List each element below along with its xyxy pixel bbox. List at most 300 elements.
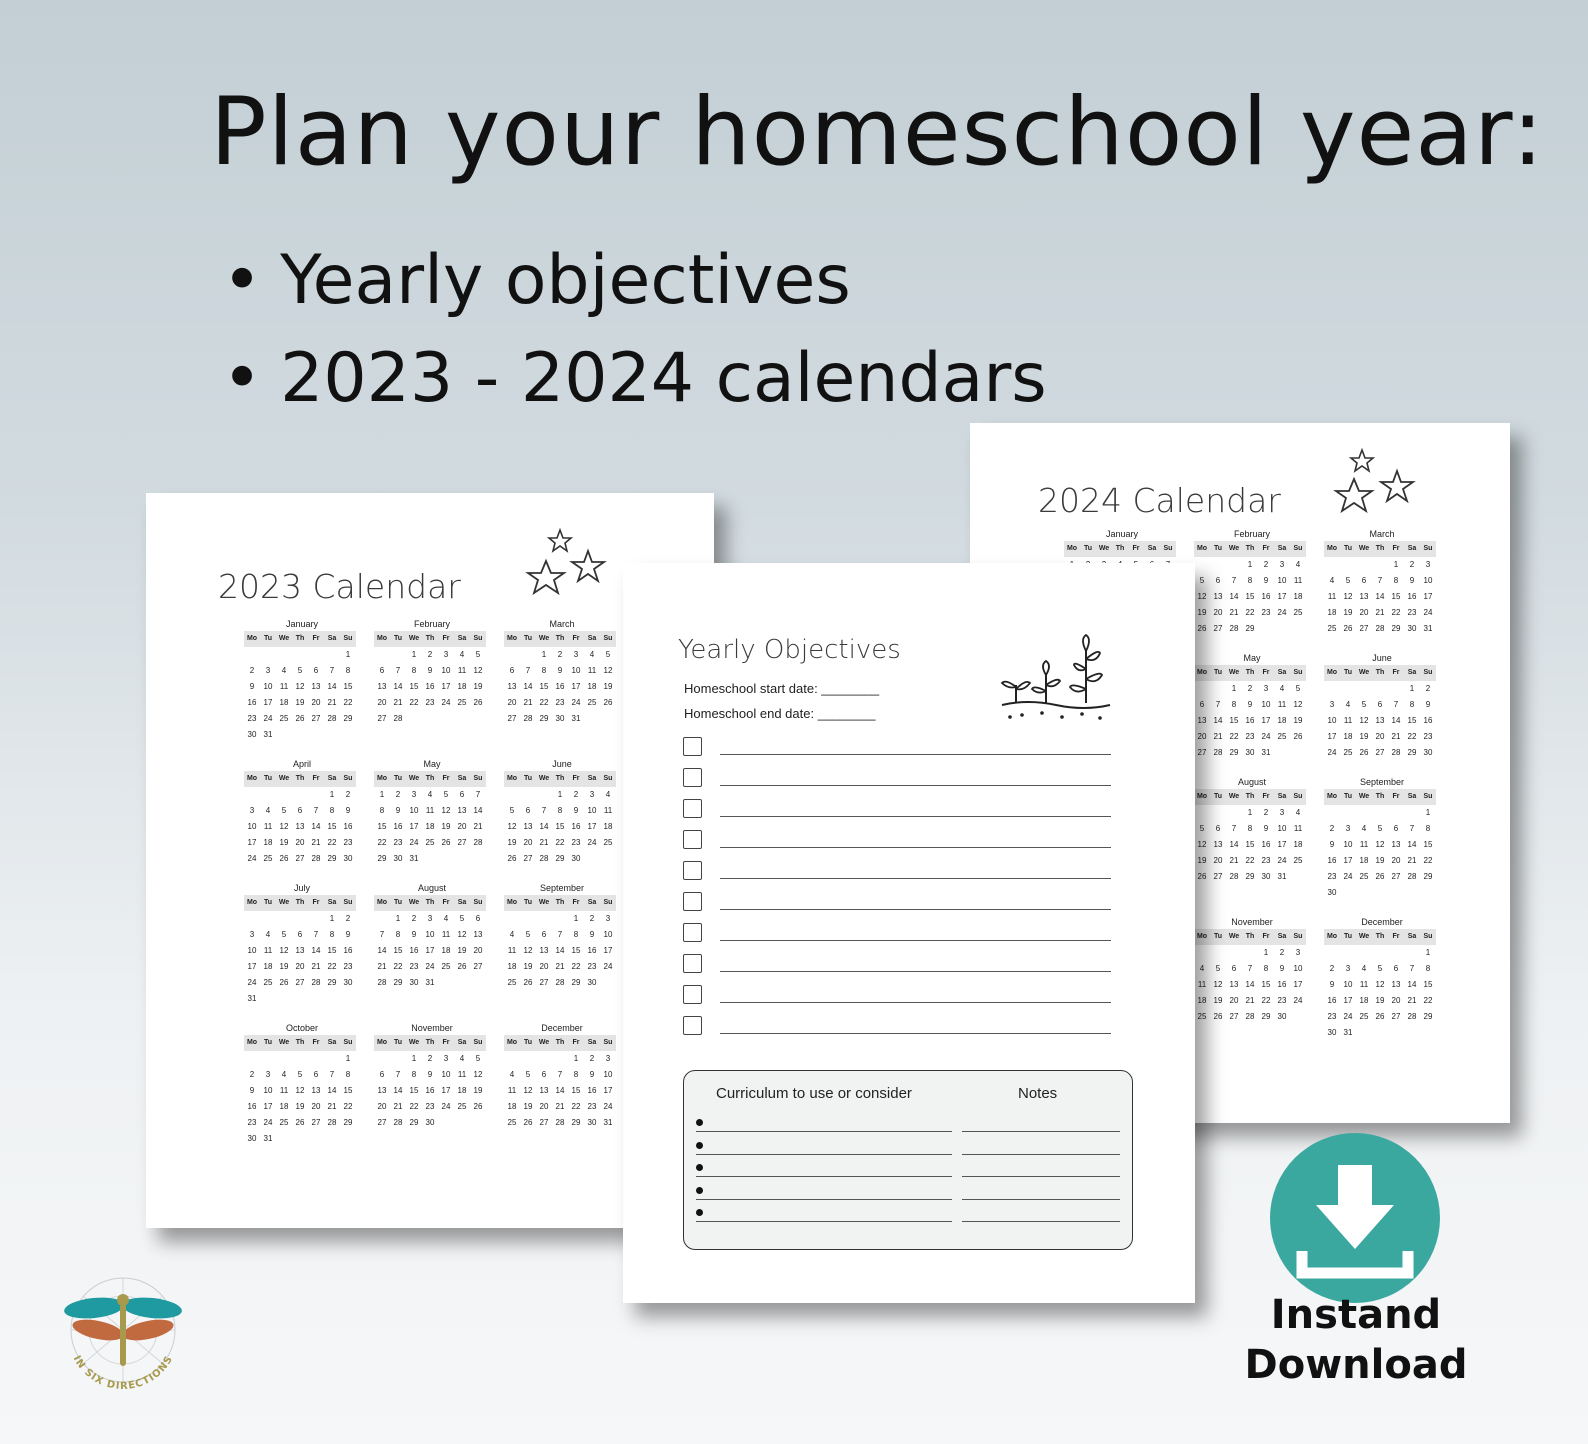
day-cell: 18 (1343, 732, 1353, 741)
day-cell: 19 (1359, 732, 1369, 741)
empty-cell (1194, 557, 1210, 573)
empty-cell (1324, 557, 1340, 573)
day-cell: 31 (409, 854, 419, 863)
day-cell: 19 (441, 822, 451, 831)
weekday-header: Mo (374, 771, 390, 787)
weekday-header: Th (1242, 541, 1258, 557)
weekday-header: Su (600, 631, 616, 647)
day-cell: 15 (327, 946, 337, 955)
day-cell: 5 (525, 1070, 531, 1079)
day-cell: 16 (555, 682, 565, 691)
empty-cell (1210, 557, 1226, 573)
day-cell: 24 (1343, 1012, 1353, 1021)
month-name: August (1237, 777, 1267, 787)
empty-cell (260, 647, 276, 663)
day-cell: 18 (587, 682, 597, 691)
day-cell: 20 (311, 1102, 321, 1111)
day-cell: 24 (441, 698, 451, 707)
day-cell: 16 (1277, 980, 1287, 989)
day-cell: 3 (605, 914, 611, 923)
day-cell: 15 (1391, 592, 1401, 601)
day-cell: 6 (1393, 964, 1399, 973)
day-cell: 21 (473, 822, 483, 831)
day-cell: 3 (1295, 948, 1301, 957)
day-cell: 30 (409, 978, 419, 987)
empty-cell (324, 647, 340, 663)
day-cell: 21 (555, 962, 565, 971)
day-cell: 9 (557, 666, 563, 675)
day-cell: 23 (425, 698, 435, 707)
day-cell: 5 (297, 666, 303, 675)
day-cell: 27 (523, 854, 533, 863)
day-cell: 4 (1361, 824, 1367, 833)
empty-cell (552, 911, 568, 927)
calendar-2023-months (244, 617, 620, 1147)
day-cell: 10 (603, 1070, 613, 1079)
day-cell: 3 (249, 930, 255, 939)
empty-cell (276, 647, 292, 663)
day-cell: 1 (379, 790, 385, 799)
day-cell: 2 (589, 1054, 595, 1063)
empty-cell (1226, 557, 1242, 573)
day-cell: 17 (1261, 716, 1271, 725)
day-cell: 17 (1277, 840, 1287, 849)
day-cell: 25 (1197, 1012, 1207, 1021)
day-cell: 21 (1213, 732, 1223, 741)
day-cell: 15 (1423, 840, 1433, 849)
day-cell: 8 (345, 666, 351, 675)
day-cell: 27 (473, 962, 483, 971)
day-cell: 29 (539, 714, 549, 723)
bullet-dot (696, 1119, 703, 1126)
day-cell: 28 (1407, 1012, 1417, 1021)
empty-cell (276, 787, 292, 803)
day-cell: 27 (1229, 1012, 1239, 1021)
weekday-header: Th (292, 895, 308, 911)
empty-cell (260, 787, 276, 803)
weekday-header: Fr (568, 1035, 584, 1051)
day-cell: 19 (1213, 996, 1223, 1005)
empty-cell (1324, 945, 1340, 961)
day-cell: 17 (587, 822, 597, 831)
cal2024-month-march (1324, 527, 1440, 637)
day-cell: 10 (425, 930, 435, 939)
day-cell: 10 (1423, 576, 1433, 585)
day-cell: 25 (1343, 748, 1353, 757)
day-cell: 23 (1261, 856, 1271, 865)
weekday-header: Fr (1388, 789, 1404, 805)
objective-checkbox[interactable] (683, 861, 702, 880)
day-cell: 2 (1247, 684, 1253, 693)
day-cell: 15 (343, 682, 353, 691)
empty-cell (1194, 681, 1210, 697)
day-cell: 30 (1327, 1028, 1337, 1037)
day-grid (504, 631, 620, 727)
day-cell: 23 (587, 1102, 597, 1111)
weekday-header: Th (422, 895, 438, 911)
day-cell: 13 (1391, 840, 1401, 849)
weekday-header: We (1226, 929, 1242, 945)
month-name: August (417, 883, 447, 893)
day-cell: 8 (329, 806, 335, 815)
day-cell: 27 (1391, 1012, 1401, 1021)
day-cell: 11 (1359, 980, 1369, 989)
empty-cell (1388, 681, 1404, 697)
day-cell: 10 (1277, 824, 1287, 833)
day-cell: 4 (1279, 684, 1285, 693)
weekday-header: Tu (1210, 541, 1226, 557)
weekday-header: We (1226, 541, 1242, 557)
day-cell: 22 (327, 962, 337, 971)
day-cell: 9 (249, 1086, 255, 1095)
day-cell: 5 (525, 930, 531, 939)
day-cell: 8 (573, 1070, 579, 1079)
empty-cell (308, 787, 324, 803)
weekday-header: Sa (324, 771, 340, 787)
day-cell: 19 (473, 682, 483, 691)
day-cell: 4 (589, 650, 595, 659)
objective-line (720, 940, 1111, 941)
day-cell: 2 (427, 1054, 433, 1063)
day-cell: 10 (441, 666, 451, 675)
day-cell: 19 (457, 946, 467, 955)
day-cell: 30 (393, 854, 403, 863)
weekday-header: Sa (584, 631, 600, 647)
day-cell: 18 (603, 822, 613, 831)
empty-cell (1194, 805, 1210, 821)
day-cell: 14 (393, 1086, 403, 1095)
weekday-header: Tu (390, 631, 406, 647)
objective-line (720, 847, 1111, 848)
weekday-header: Sa (1274, 789, 1290, 805)
objective-row (683, 985, 1111, 1016)
day-cell: 11 (1327, 592, 1337, 601)
download-icon (1270, 1133, 1440, 1303)
day-cell: 28 (1407, 872, 1417, 881)
objective-line (720, 1033, 1111, 1034)
empty-cell (1226, 945, 1242, 961)
day-cell: 21 (393, 698, 403, 707)
day-cell: 24 (571, 698, 581, 707)
day-cell: 6 (297, 806, 303, 815)
empty-cell (244, 787, 260, 803)
day-cell: 16 (1327, 996, 1337, 1005)
day-cell: 30 (425, 1118, 435, 1127)
objective-checkbox[interactable] (683, 737, 702, 756)
objective-checkbox[interactable] (683, 799, 702, 818)
day-cell: 29 (409, 1118, 419, 1127)
day-cell: 12 (473, 666, 483, 675)
day-cell: 8 (411, 666, 417, 675)
day-cell: 23 (1261, 608, 1271, 617)
day-cell: 26 (295, 714, 305, 723)
objective-checkbox[interactable] (683, 923, 702, 942)
day-grid (374, 895, 490, 991)
month-name: November (1231, 917, 1273, 927)
objective-row (683, 923, 1111, 954)
day-cell: 14 (1391, 716, 1401, 725)
objective-checkbox[interactable] (683, 1016, 702, 1035)
day-cell: 27 (1213, 872, 1223, 881)
day-cell: 13 (377, 682, 387, 691)
feature-item-objectives: • Yearly objectives (222, 232, 1047, 330)
day-cell: 2 (395, 790, 401, 799)
day-cell: 7 (541, 806, 547, 815)
day-cell: 4 (1295, 808, 1301, 817)
weekday-header: Su (1160, 541, 1176, 557)
empty-cell (1388, 805, 1404, 821)
objective-checkbox[interactable] (683, 985, 702, 1004)
bullet-dot (696, 1209, 703, 1216)
day-cell: 4 (427, 790, 433, 799)
day-cell: 3 (573, 650, 579, 659)
objective-row (683, 954, 1111, 985)
day-cell: 12 (523, 946, 533, 955)
download-badge[interactable] (1270, 1133, 1440, 1303)
weekday-header: Su (340, 1035, 356, 1051)
day-cell: 28 (1391, 748, 1401, 757)
day-cell: 9 (1263, 576, 1269, 585)
day-cell: 21 (327, 698, 337, 707)
day-cell: 30 (247, 1134, 257, 1143)
day-cell: 10 (263, 682, 273, 691)
empty-cell (1356, 681, 1372, 697)
day-cell: 2 (1263, 560, 1269, 569)
empty-cell (504, 1051, 520, 1067)
cal2023-month-august (374, 881, 490, 1007)
curriculum-box (683, 1070, 1133, 1250)
day-cell: 20 (1197, 732, 1207, 741)
day-cell: 12 (1375, 840, 1385, 849)
day-cell: 30 (1261, 872, 1271, 881)
day-cell: 7 (329, 1070, 335, 1079)
day-cell: 17 (263, 1102, 273, 1111)
day-cell: 12 (603, 666, 613, 675)
day-cell: 20 (523, 838, 533, 847)
day-cell: 5 (297, 1070, 303, 1079)
cal2023-month-december (504, 1021, 620, 1147)
day-cell: 7 (1409, 824, 1415, 833)
day-cell: 5 (1215, 964, 1221, 973)
day-grid (374, 1035, 490, 1131)
day-cell: 4 (1361, 964, 1367, 973)
day-cell: 16 (1245, 716, 1255, 725)
weekday-header: We (1356, 665, 1372, 681)
day-cell: 26 (1359, 748, 1369, 757)
day-cell: 17 (247, 962, 257, 971)
day-cell: 22 (409, 1102, 419, 1111)
curriculum-header: Curriculum to use or consider (716, 1085, 912, 1102)
weekday-header: We (276, 1035, 292, 1051)
weekday-header: Sa (1274, 929, 1290, 945)
day-cell: 2 (1329, 824, 1335, 833)
weekday-header: We (536, 631, 552, 647)
empty-cell (1356, 557, 1372, 573)
day-cell: 22 (1229, 732, 1239, 741)
day-cell: 27 (1197, 748, 1207, 757)
day-cell: 5 (475, 1054, 481, 1063)
empty-cell (260, 911, 276, 927)
day-cell: 18 (457, 682, 467, 691)
day-cell: 27 (1391, 872, 1401, 881)
weekday-header: Fr (1258, 929, 1274, 945)
day-cell: 29 (1245, 624, 1255, 633)
objective-checkbox[interactable] (683, 768, 702, 787)
day-cell: 18 (425, 822, 435, 831)
day-cell: 11 (1343, 716, 1353, 725)
month-name: January (1105, 529, 1139, 539)
day-cell: 7 (525, 666, 531, 675)
day-cell: 29 (1245, 872, 1255, 881)
day-cell: 27 (539, 1118, 549, 1127)
day-cell: 17 (441, 1086, 451, 1095)
day-cell: 18 (507, 1102, 517, 1111)
day-cell: 2 (1263, 808, 1269, 817)
day-grid (374, 631, 490, 727)
day-cell: 9 (411, 930, 417, 939)
day-cell: 26 (523, 1118, 533, 1127)
day-cell: 13 (473, 930, 483, 939)
day-cell: 7 (395, 1070, 401, 1079)
weekday-header: Su (340, 895, 356, 911)
month-name: March (549, 619, 575, 629)
day-cell: 26 (1197, 872, 1207, 881)
curriculum-line (696, 1221, 952, 1222)
day-cell: 20 (1213, 608, 1223, 617)
day-cell: 6 (525, 806, 531, 815)
month-name: June (1372, 653, 1392, 663)
day-cell: 16 (1327, 856, 1337, 865)
day-cell: 15 (327, 822, 337, 831)
day-cell: 13 (311, 1086, 321, 1095)
day-cell: 19 (523, 962, 533, 971)
empty-cell (244, 647, 260, 663)
day-cell: 7 (313, 930, 319, 939)
day-cell: 8 (1231, 700, 1237, 709)
day-cell: 15 (409, 682, 419, 691)
day-cell: 12 (441, 806, 451, 815)
day-cell: 11 (1359, 840, 1369, 849)
day-cell: 15 (343, 1086, 353, 1095)
weekday-header: Su (1420, 929, 1436, 945)
day-cell: 30 (587, 978, 597, 987)
day-cell: 22 (343, 1102, 353, 1111)
day-cell: 16 (409, 946, 419, 955)
day-cell: 29 (1229, 748, 1239, 757)
day-cell: 23 (1327, 1012, 1337, 1021)
day-cell: 22 (1407, 732, 1417, 741)
day-cell: 1 (1263, 948, 1269, 957)
curriculum-line (696, 1154, 952, 1155)
day-cell: 14 (311, 822, 321, 831)
weekday-header: We (406, 895, 422, 911)
day-cell: 4 (1345, 700, 1351, 709)
day-cell: 26 (1293, 732, 1303, 741)
day-cell: 6 (1199, 700, 1205, 709)
day-cell: 11 (279, 682, 289, 691)
day-cell: 30 (1327, 888, 1337, 897)
curriculum-line (696, 1199, 952, 1200)
day-cell: 11 (1293, 824, 1303, 833)
day-cell: 18 (1327, 608, 1337, 617)
day-cell: 22 (1391, 608, 1401, 617)
empty-cell (374, 1051, 390, 1067)
day-cell: 27 (377, 714, 387, 723)
day-cell: 3 (605, 1054, 611, 1063)
day-cell: 22 (1245, 856, 1255, 865)
empty-cell (1210, 945, 1226, 961)
cal2023-month-march (504, 617, 620, 743)
day-cell: 21 (327, 1102, 337, 1111)
day-cell: 14 (1245, 980, 1255, 989)
objective-checkbox[interactable] (683, 830, 702, 849)
cal2024-month-december (1324, 915, 1440, 1041)
notes-line (962, 1199, 1120, 1200)
weekday-header: Mo (374, 895, 390, 911)
day-cell: 29 (343, 1118, 353, 1127)
day-cell: 23 (393, 838, 403, 847)
day-cell: 13 (1197, 716, 1207, 725)
day-cell: 11 (1293, 576, 1303, 585)
day-cell: 17 (1423, 592, 1433, 601)
month-name: March (1369, 529, 1395, 539)
objective-line (720, 816, 1111, 817)
day-cell: 30 (1407, 624, 1417, 633)
day-cell: 14 (377, 946, 387, 955)
day-cell: 8 (1425, 824, 1431, 833)
day-cell: 6 (509, 666, 515, 675)
day-cell: 10 (441, 1070, 451, 1079)
day-cell: 8 (1247, 824, 1253, 833)
weekday-header: We (276, 895, 292, 911)
day-cell: 11 (507, 1086, 517, 1095)
day-cell: 24 (263, 1118, 273, 1127)
weekday-header: Tu (260, 895, 276, 911)
day-cell: 6 (379, 666, 385, 675)
day-cell: 20 (507, 698, 517, 707)
day-cell: 19 (1293, 716, 1303, 725)
day-cell: 12 (1359, 716, 1369, 725)
objective-checkbox[interactable] (683, 892, 702, 911)
day-cell: 23 (1245, 732, 1255, 741)
weekday-header: Sa (1274, 541, 1290, 557)
day-cell: 4 (1295, 560, 1301, 569)
day-cell: 24 (441, 1102, 451, 1111)
day-cell: 12 (523, 1086, 533, 1095)
objective-checkbox[interactable] (683, 954, 702, 973)
cal2023-month-february (374, 617, 490, 743)
day-cell: 3 (411, 790, 417, 799)
day-cell: 22 (1423, 856, 1433, 865)
weekday-header: We (536, 1035, 552, 1051)
day-cell: 8 (1247, 576, 1253, 585)
day-cell: 26 (457, 962, 467, 971)
weekday-header: Th (552, 895, 568, 911)
day-cell: 13 (523, 822, 533, 831)
day-cell: 5 (1361, 700, 1367, 709)
weekday-header: Su (1420, 541, 1436, 557)
month-name: February (413, 619, 450, 629)
cal2024-month-may (1194, 651, 1310, 761)
day-cell: 27 (377, 1118, 387, 1127)
day-cell: 15 (1407, 716, 1417, 725)
day-cell: 24 (603, 1102, 613, 1111)
curriculum-row (696, 1115, 1120, 1138)
empty-cell (1340, 805, 1356, 821)
day-cell: 25 (441, 962, 451, 971)
day-cell: 26 (473, 1102, 483, 1111)
empty-cell (520, 1051, 536, 1067)
